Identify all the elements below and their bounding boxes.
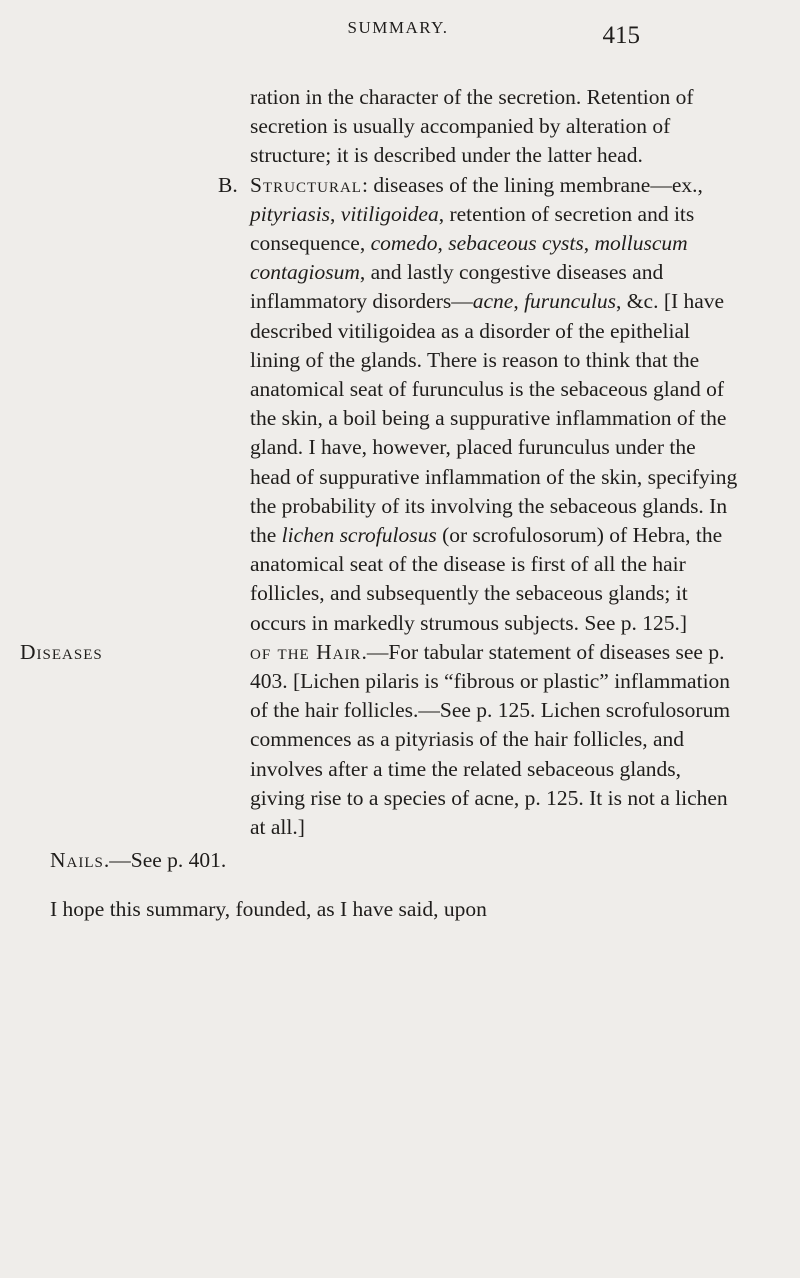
example-sebaceous-cysts: sebaceous cysts [448,231,584,256]
example-pityriasis: pityriasis [250,201,331,226]
example-vitiligoidea: vitiligoidea [340,201,439,226]
page-body [0,83,800,925]
structural-paragraph [0,171,800,638]
separator: , [437,231,449,256]
structural-entry [0,171,800,638]
hair-entry [0,638,800,842]
hair-heading: of the Hair [250,639,362,664]
structural-heading: Structural [250,172,362,197]
example-comedo: comedo [370,231,438,256]
intro-paragraph [0,83,800,171]
example-molluscum: molluscum contagiosum [250,231,688,285]
structural-letter: B. [218,172,238,197]
separator: , [583,231,595,256]
running-head [0,18,800,70]
separator: , [330,201,341,226]
example-lichen-scrofulosus: lichen scrofulosus [281,523,437,548]
structural-text-2: , retention of secretion and its consequence, [250,201,695,256]
example-acne: acne [472,289,514,314]
closing-line [0,895,800,924]
structural-text-1: : diseases of the lining membrane—ex., [361,172,703,197]
running-title: SUMMARY. [347,18,449,37]
separator: , [513,289,525,314]
nails-heading: Nails [50,848,104,873]
closing-text: I hope this summary, founded, as I have said, upon [50,897,487,922]
hair-text: .—For tabular statement of diseases see p. 403. [Lichen pilaris is “fibrous or plastic” inflammation of the hair follicles.—See p. 125. Lichen scrofulosorum commences as a pityriasis of the hair follicles, and involves after a time the related sebaceous glands, giving rise to a species of acne, p. 125. It is not a lichen at all.] [250,639,731,840]
intro-text: ration in the character of the secretion. Retention of secretion is usually accompanied by alteration of structure; it is described under the latter head. [250,85,694,168]
hair-side-label: Diseases [20,639,103,664]
structural-text-3: , and lastly congestive diseases and inflammatory disorders— [250,260,664,314]
example-furunculus: furunculus [524,289,617,314]
nails-text: .—See p. 401. [103,848,227,873]
page-number: 415 [602,22,640,49]
nails-paragraph [0,846,800,875]
hair-paragraph [0,638,800,842]
structural-text-5: (or scrofulosorum) of Hebra, the anatomical seat of the disease is first of all the hair follicles, and subsequently the sebaceous glands; it occurs in markedly strumous subjects. See p. 125.] [250,523,723,635]
structural-text-4: , &c. [I have described vitiligoidea as a disorder of the epithelial lining of the glands. There is reason to think that the anatomical seat of furunculus is the sebaceous gland of the skin, a boil being a suppurative inflammation of the gland. I have, however, placed furunculus under the head of suppurative inflammation of the skin, specifying the probability of its involving the sebaceous glands. In the [250,289,738,548]
